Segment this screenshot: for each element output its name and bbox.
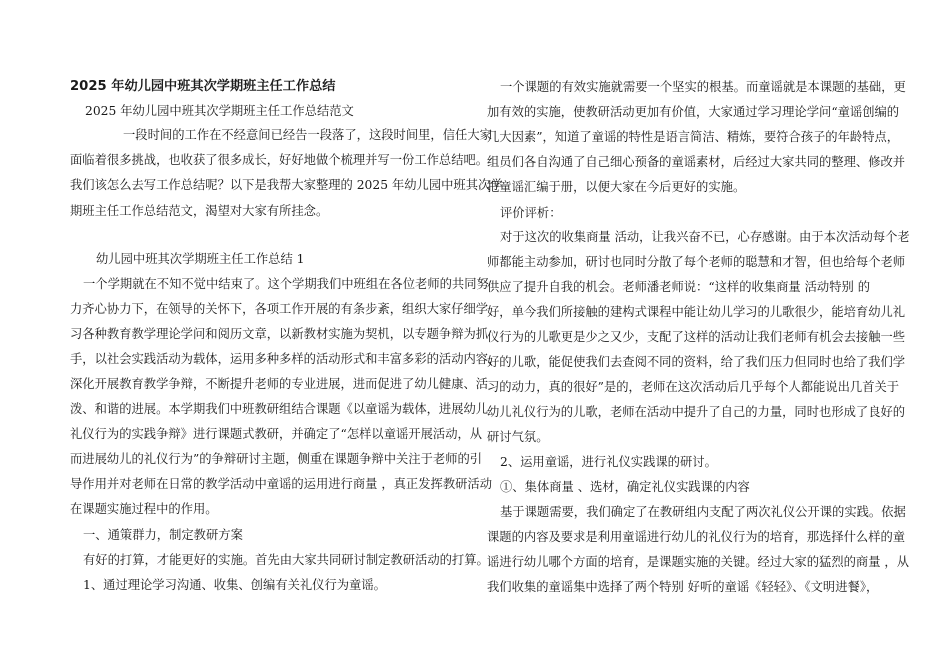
right-text-line: 研讨气氛。 xyxy=(487,430,549,444)
right-text-line: 对于这次的收集商量 活动，让我兴奋不已，心存感谢。由于本次活动每个老 xyxy=(500,230,910,244)
right-text-line: 几大因素”，知道了童谣的特性是语言简洁、精炼，要符合孩子的年龄特点， xyxy=(487,130,900,144)
left-text-line: 深化开展教育教学争辩，不断提升老师的专业进展，进而促进了幼儿健康、活 xyxy=(70,377,489,391)
right-text-line: 加有效的实施，使教研活动更加有价值，大家通过学习理论学问“童谣创编的 xyxy=(487,105,900,119)
left-text-line: 幼儿园中班其次学期班主任工作总结 1 xyxy=(96,252,305,266)
right-text-line: 我们收集的童谣集中选择了两个特别 好听的童谣《轻轻》、《文明进餐》， xyxy=(487,580,879,594)
left-text-line: 导作用并对老师在日常的教学活动中童谣的运用进行商量 ，真正发挥教研活动 xyxy=(70,477,493,491)
right-text-line: 评价评析： xyxy=(500,206,562,220)
right-text-line: 2、运用童谣，进行礼仪实践课的研讨。 xyxy=(500,455,717,469)
right-text-line: 基于课题需要，我们确定了在教研组内支配了两次礼仪公开课的实践。依据 xyxy=(500,505,906,519)
right-text-line: 组员们各自沟通了自己细心预备的童谣素材，后经过大家共同的整理、修改并 xyxy=(487,155,906,169)
right-text-line: 习的动力，真的很好”是的，老师在这次活动后几乎每个人都能说出几首关于 xyxy=(487,380,900,394)
left-text-line: 习各种教育教学理论学问和阅历文章，以新教材实施为契机，以专题争辩为抓 xyxy=(70,327,489,341)
left-text-line: 一段时间的工作在不经意间已经告一段落了，这段时间里，信任大家 xyxy=(123,128,492,142)
right-text-line: 谣进行幼儿哪个方面的培育，是课题实施的关键。经过大家的猛烈的商量 ，从 xyxy=(487,555,910,569)
left-text-line: 礼仪行为的实践争辩》进行课题式教研，并确定了“怎样以童谣开展活动，从 xyxy=(70,427,483,441)
left-text-line: 而进展幼儿的礼仪行为”的争辩研讨主题，侧重在课题争辩中关注于老师的引 xyxy=(70,452,483,466)
left-text-line: 在课题实施过程中的作用。 xyxy=(70,502,218,516)
left-text-line: 期班主任工作总结范文，渴望对大家有所挂念。 xyxy=(70,204,329,218)
left-text-line: 力齐心协力下，在领导的关怀下，各项工作开展的有条步紊，组织大家仔细学 xyxy=(70,302,489,316)
left-text-line: 一、通策群力，制定教研方案 xyxy=(83,528,243,542)
right-text-line: 幼儿礼仪行为的儿歌，老师在活动中提升了自己的力量，同时也形成了良好的 xyxy=(487,405,906,419)
right-text-line: 师都能主动参加，研讨也同时分散了每个老师的聪慧和才智，但也给每个老师 xyxy=(487,255,906,269)
left-text-line: 泼、和谐的进展。本学期我们中班教研组结合课题《以童谣为载体，进展幼儿 xyxy=(70,402,489,416)
left-text-line: 手，以社会实践活动为载体，运用多种多样的活动形式和丰富多彩的活动内容， xyxy=(70,352,501,366)
left-text-line: 2025 年幼儿园中班其次学期班主任工作总结范文 xyxy=(85,104,354,118)
right-text-line: 好的儿歌，能促使我们去查阅不同的资料，给了我们压力但同时也给了我们学 xyxy=(487,355,906,369)
left-text-line: 我们该怎么去写工作总结呢？以下是我帮大家整理的 2025 年幼儿园中班其次学 xyxy=(70,178,503,192)
document-title: 2025 年幼儿园中班其次学期班主任工作总结 xyxy=(70,79,336,94)
left-text-line: 面临着很多挑战，也收获了很多成长，好好地做个梳理并写一份工作总结吧。 xyxy=(70,153,489,167)
right-text-line: 一个课题的有效实施就需要一个坚实的根基。而童谣就是本课题的基础，更 xyxy=(500,80,906,94)
right-text-line: ①、集体商量 、选材，确定礼仪实践课的内容 xyxy=(500,480,750,494)
right-text-line: 把童谣汇编于册，以便大家在今后更好的实施。 xyxy=(487,180,746,194)
right-text-line: 仪行为的儿歌更是少之又少，支配了这样的活动让我们老师有机会去接触一些 xyxy=(487,330,906,344)
right-text-line: 好，单今我们所接触的建构式课程中能让幼儿学习的儿歌很少，能培育幼儿礼 xyxy=(487,305,906,319)
right-text-line: 供应了提升自我的机会。老师潘老师说：“这样的收集商量 活动特别 的 xyxy=(487,280,871,294)
left-text-line: 1、通过理论学习沟通、收集、创编有关礼仪行为童谣。 xyxy=(83,578,386,592)
right-text-line: 课题的内容及要求是利用童谣进行幼儿的礼仪行为的培育，那选择什么样的童 xyxy=(487,530,906,544)
left-text-line: 一个学期就在不知不觉中结束了。这个学期我们中班组在各位老师的共同努 xyxy=(83,277,489,291)
left-text-line: 有好的打算，才能更好的实施。首先由大家共同研讨制定教研活动的打算。 xyxy=(83,553,489,567)
